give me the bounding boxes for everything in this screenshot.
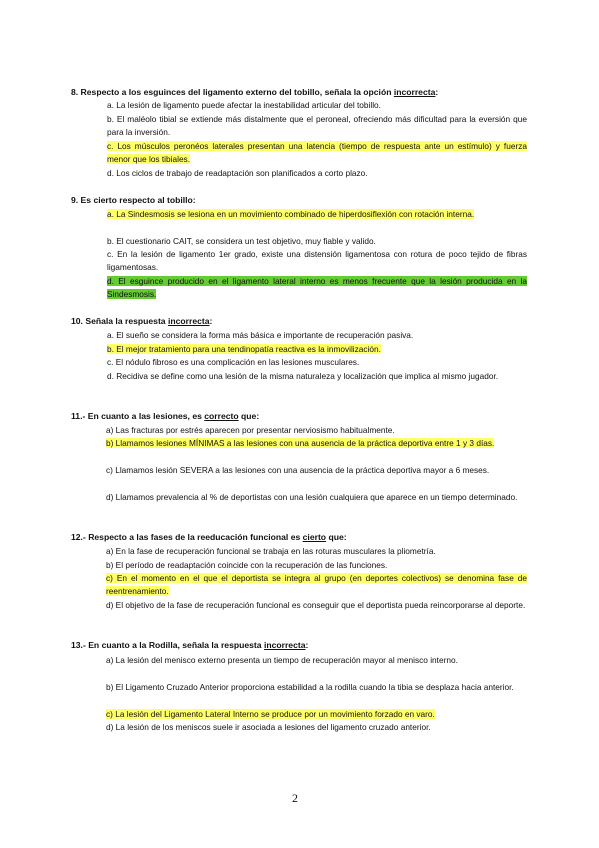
question-13: 13.- En cuanto a la Rodilla, señala la respuesta incorrecta:: [71, 640, 309, 650]
option-10d: d. Recidiva se define como una lesión de la misma naturaleza y localización que implica al mismo jugador.: [107, 371, 499, 381]
highlight-yellow: c. Los músculos peronéos laterales presentan una latencia (tiempo de respuesta ante un estímulo) y fuerza menor que los tibiales.: [107, 141, 527, 165]
option-10b: [107, 343, 527, 356]
option-9b: b. El cuestionario CAIT, se considera un test objetivo, muy fiable y valido.: [107, 236, 376, 246]
option-10c: c. El nódulo fibroso es una complicación en las lesiones musculares.: [107, 357, 360, 367]
option-8b: b. El maléolo tibial se extiende más distalmente que el peroneal, ofreciendo más dificultad para la eversión que para la inversión.: [107, 114, 527, 138]
option-11b: [106, 437, 527, 450]
question-keyword: incorrecta: [167, 316, 210, 326]
option-12a: a) En la fase de recuperación funcional se trabaja en las roturas musculares la pliometría.: [106, 546, 436, 556]
highlight-green: d. El esguince producido en el ligamento lateral interno es menos frecuente que la lesión producida en la Sindesmosis.: [107, 276, 527, 300]
question-text: 9. Es cierto respecto al tobillo:: [71, 195, 196, 205]
option-8c: [107, 140, 527, 167]
option-8a: a. La lesión de ligamento puede afectar la inestabilidad articular del tobillo.: [107, 100, 381, 110]
question-suffix: :: [435, 87, 439, 97]
option-10a: a. El sueño se considera la forma más básica e importante de recuperación pasiva.: [107, 330, 414, 340]
highlight-yellow: c) La lesión del Ligamento Lateral Interno se produce por un movimiento forzado en varo.: [106, 709, 435, 719]
question-keyword: incorrecta: [393, 87, 436, 97]
highlight-yellow: b. El mejor tratamiento para una tendinopatía reactiva es la inmovilización.: [107, 344, 381, 354]
option-9a: [107, 208, 527, 221]
option-11c: c) Llamamos lesión SEVERA a las lesiones con una ausencia de la práctica deportiva mayor a 6 meses.: [106, 465, 490, 475]
highlight-yellow: a. La Sindesmosis se lesiona en un movimiento combinado de hiperdosiflexión con rotación interna.: [107, 209, 475, 219]
question-11: 11.- En cuanto a las lesiones, es correcto que:: [71, 411, 260, 421]
option-12c: [106, 572, 527, 599]
option-13c: [106, 708, 527, 721]
option-12b: b) El período de readaptación coincide con la recuperación de las funciones.: [106, 560, 388, 570]
option-8d: d. Los ciclos de trabajo de readaptación son planificados a corto plazo.: [107, 168, 368, 178]
question-12: 12.- Respecto a las fases de la reeducación funcional es cierto que:: [71, 532, 347, 542]
page-number: 2: [292, 791, 298, 805]
question-text: 8. Respecto a los esguinces del ligamento externo del tobillo, señala la opción: [71, 87, 394, 97]
option-12d: d) El objetivo de la fase de recuperación funcional es conseguir que el deportista pueda reincorporarse al deporte.: [106, 600, 526, 610]
option-11a: a) Las fracturas por estrés aparecen por presentar nerviosismo habitualmente.: [106, 425, 395, 435]
question-10: 10. Señala la respuesta incorrecta:: [71, 316, 213, 326]
question-8: [71, 86, 531, 99]
option-11d: d) Llamamos prevalencia al % de deportistas con una lesión cualquiera que aparece en un tiempo determinado.: [106, 492, 518, 502]
option-13d: d) La lesión de los meniscos suele ir asociada a lesiones del ligamento cruzado anterior.: [106, 722, 431, 732]
option-9d: [107, 275, 527, 302]
question-keyword: incorrecta: [263, 640, 306, 650]
option-9c: c. En la lesión de ligamento 1er grado, existe una distensión ligamentosa con rotura de poco tejido de fibras ligamentosas.: [107, 249, 527, 273]
highlight-yellow: c) En el momento en el que el deportista se integra al grupo (en deportes colectivos) se denomina fase de reentrenamiento.: [106, 573, 527, 597]
highlight-yellow: b) Llamamos lesiones MÍNIMAS a las lesiones con una ausencia de la práctica deportiva entre 1 y 3 días.: [106, 438, 495, 448]
option-13b: b) El Ligamento Cruzado Anterior proporciona estabilidad a la rodilla cuando la tibia se desplaza hacia anterior.: [106, 682, 514, 692]
question-9: [71, 194, 531, 207]
option-13a: a) La lesión del menisco externo presenta un tiempo de recuperación mayor al menisco interno.: [106, 655, 458, 665]
question-keyword: cierto: [302, 532, 327, 542]
question-keyword: correcto: [204, 411, 239, 421]
